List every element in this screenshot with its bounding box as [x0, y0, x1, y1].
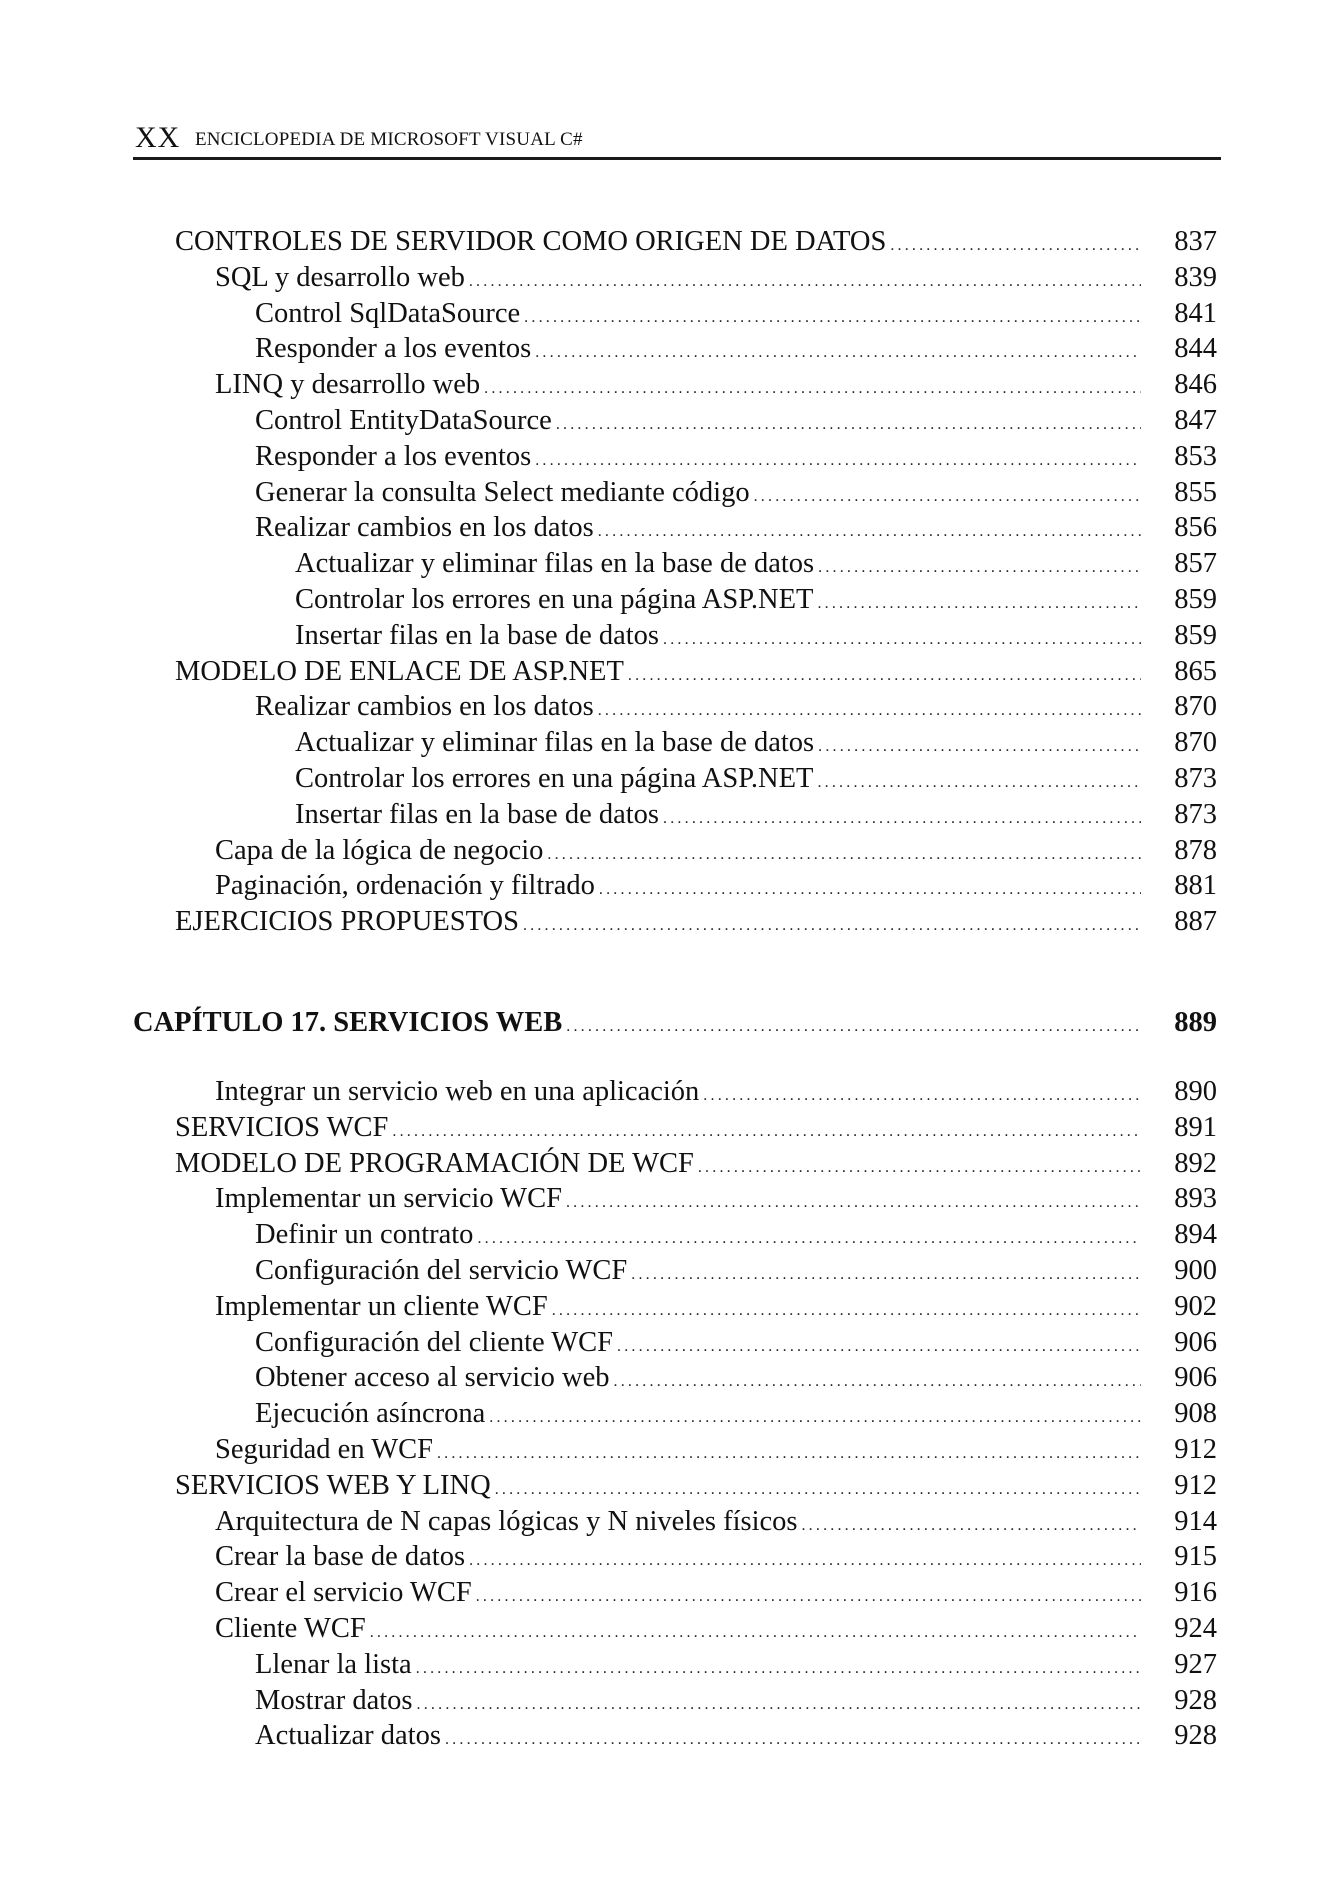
toc-entry-page: 846: [1174, 369, 1217, 401]
dot-leader: [698, 1150, 1141, 1186]
toc-entry: [133, 1074, 1217, 1110]
header-page-number: XX: [135, 121, 181, 154]
toc-entry-page: 906: [1174, 1362, 1217, 1394]
toc-entry: [133, 654, 1217, 690]
toc-entry-title: Generar la consulta Select mediante código: [255, 475, 752, 511]
dot-leader: [614, 1364, 1142, 1400]
toc-section-b: [133, 1074, 1217, 1754]
dot-leader: [552, 1293, 1141, 1329]
toc-entry: [133, 761, 1217, 797]
toc-entry: [133, 1647, 1217, 1683]
dot-leader: [817, 765, 1141, 801]
toc-entry-title: Actualizar y eliminar filas en la base de datos: [295, 725, 816, 761]
toc-entry: [133, 1611, 1217, 1647]
toc-entry-title: EJERCICIOS PROPUESTOS: [175, 904, 521, 940]
dot-leader: [469, 264, 1141, 300]
dot-leader: [818, 729, 1141, 765]
toc-entry: [133, 797, 1217, 833]
toc-entry-page: 906: [1174, 1326, 1217, 1358]
dot-leader: [631, 1257, 1141, 1293]
toc-entry: [133, 331, 1217, 367]
dot-leader: [535, 443, 1141, 479]
toc-entry-page: 856: [1174, 512, 1217, 544]
toc-entry: [133, 1468, 1217, 1504]
toc-entry: [133, 1432, 1217, 1468]
toc-chapter-heading-block: [133, 1005, 1217, 1041]
chapter-title: CAPÍTULO 17. SERVICIOS WEB: [133, 1005, 564, 1041]
toc-entry-title: Configuración del cliente WCF: [255, 1325, 615, 1361]
toc-entry: [133, 1253, 1217, 1289]
toc-entry-page: 915: [1174, 1541, 1217, 1573]
toc-entry-page: 890: [1174, 1076, 1217, 1107]
dot-leader: [628, 658, 1141, 694]
toc-entry-title: Realizar cambios en los datos: [255, 689, 596, 725]
toc-entry-title: SQL y desarrollo web: [215, 260, 467, 296]
toc-entry-title: Implementar un cliente WCF: [215, 1289, 550, 1325]
dot-leader: [617, 1329, 1141, 1365]
toc-entry-page: 892: [1174, 1147, 1217, 1179]
dot-leader: [370, 1615, 1141, 1651]
toc-entry-title: Paginación, ordenación y filtrado: [215, 868, 597, 904]
toc-entry-title: Configuración del servicio WCF: [255, 1253, 629, 1289]
toc-entry-page: 844: [1174, 333, 1217, 365]
toc-entry-page: 870: [1174, 691, 1217, 723]
toc-entry-title: Capa de la lógica de negocio: [215, 833, 545, 869]
dot-leader: [598, 514, 1141, 550]
dot-leader: [598, 693, 1141, 729]
toc-entry-page: 927: [1174, 1648, 1217, 1680]
dot-leader: [489, 1400, 1141, 1436]
toc-entry: [133, 510, 1217, 546]
toc-entry-page: 912: [1174, 1433, 1217, 1465]
toc-entry-page: 924: [1174, 1612, 1217, 1644]
toc-entry-page: 855: [1174, 476, 1217, 508]
toc-entry-title: Insertar filas en la base de datos: [295, 797, 661, 833]
toc-entry-title: Crear el servicio WCF: [215, 1575, 474, 1611]
toc-section-a: [133, 224, 1217, 940]
toc-entry: [133, 367, 1217, 403]
dot-leader: [495, 1472, 1141, 1508]
toc-entry: [133, 1718, 1217, 1754]
dot-leader: [556, 407, 1141, 443]
toc-entry: [133, 403, 1217, 439]
toc-entry-page: 928: [1174, 1720, 1217, 1752]
toc-entry-title: Llenar la lista: [255, 1647, 414, 1683]
toc-entry-title: Mostrar datos: [255, 1683, 415, 1719]
toc-entry-title: Ejecución asíncrona: [255, 1396, 487, 1432]
toc-entry-title: Obtener acceso al servicio web: [255, 1360, 612, 1396]
dot-leader: [547, 837, 1141, 873]
toc-entry-title: SERVICIOS WEB Y LINQ: [175, 1468, 493, 1504]
dot-leader: [663, 622, 1141, 658]
toc-entry: [133, 689, 1217, 725]
toc-entry-title: Integrar un servicio web en una aplicación: [215, 1074, 701, 1110]
toc-entry-title: Definir un contrato: [255, 1217, 475, 1253]
dot-leader: [754, 479, 1141, 515]
dot-leader: [417, 1687, 1141, 1723]
toc-entry: [133, 546, 1217, 582]
toc-entry: [133, 1110, 1217, 1146]
chapter-page: 889: [1174, 1007, 1217, 1038]
toc-entry: [133, 296, 1217, 332]
dot-leader: [599, 872, 1141, 908]
dot-leader: [437, 1436, 1141, 1472]
toc-entry: [133, 725, 1217, 761]
dot-leader: [801, 1508, 1141, 1544]
dot-leader: [703, 1078, 1141, 1114]
dot-leader: [476, 1579, 1141, 1615]
dot-leader: [663, 801, 1141, 837]
toc-entry-page: 891: [1174, 1111, 1217, 1143]
toc-entry-title: Crear la base de datos: [215, 1539, 467, 1575]
toc-entry-page: 841: [1174, 297, 1217, 329]
toc-entry-title: SERVICIOS WCF: [175, 1110, 390, 1146]
toc-entry-page: 847: [1174, 404, 1217, 436]
dot-leader: [392, 1114, 1141, 1150]
dot-leader: [416, 1651, 1141, 1687]
toc-entry-title: Control SqlDataSource: [255, 296, 522, 332]
toc-entry-page: 865: [1174, 655, 1217, 687]
toc-entry: [133, 1217, 1217, 1253]
toc-entry: [133, 1325, 1217, 1361]
dot-leader: [469, 1543, 1141, 1579]
toc-entry: [133, 582, 1217, 618]
toc-entry-title: Responder a los eventos: [255, 331, 533, 367]
dot-leader: [890, 228, 1141, 264]
toc-entry: [133, 1146, 1217, 1182]
toc-entry-page: 916: [1174, 1577, 1217, 1609]
toc-entry-title: MODELO DE PROGRAMACIÓN DE WCF: [175, 1146, 696, 1182]
toc-entry-title: Insertar filas en la base de datos: [295, 618, 661, 654]
toc-entry-page: 870: [1174, 727, 1217, 759]
toc-entry-page: 893: [1174, 1183, 1217, 1215]
dot-leader: [817, 586, 1141, 622]
toc-entry: [133, 439, 1217, 475]
dot-leader: [535, 335, 1141, 371]
toc-entry: [133, 904, 1217, 940]
toc-entry-page: 900: [1174, 1254, 1217, 1286]
dot-leader: [477, 1221, 1141, 1257]
toc-entry: [133, 868, 1217, 904]
toc-entry-title: Actualizar y eliminar filas en la base de datos: [295, 546, 816, 582]
toc-entry-page: 873: [1174, 762, 1217, 794]
toc-entry-page: 857: [1174, 548, 1217, 580]
dot-leader: [818, 550, 1141, 586]
toc-entry-page: 881: [1174, 870, 1217, 902]
toc-entry-page: 912: [1174, 1469, 1217, 1501]
toc-entry-title: Seguridad en WCF: [215, 1432, 435, 1468]
toc-entry-title: Cliente WCF: [215, 1611, 368, 1647]
toc-entry-title: MODELO DE ENLACE DE ASP.NET: [175, 654, 626, 690]
toc-entry-page: 887: [1174, 906, 1217, 938]
dot-leader: [566, 1185, 1141, 1221]
toc-entry-title: Realizar cambios en los datos: [255, 510, 596, 546]
toc-entry: [133, 618, 1217, 654]
toc-entry-page: 837: [1174, 226, 1217, 257]
dot-leader: [524, 300, 1141, 336]
dot-leader: [523, 908, 1141, 944]
toc-entry-title: Controlar los errores en una página ASP.NET: [295, 761, 815, 797]
chapter-entry: [133, 1005, 1217, 1041]
dot-leader: [484, 371, 1141, 407]
toc-entry: [133, 1575, 1217, 1611]
toc-entry: [133, 833, 1217, 869]
toc-entry-title: Control EntityDataSource: [255, 403, 554, 439]
toc-entry: [133, 260, 1217, 296]
toc-entry: [133, 475, 1217, 511]
toc-entry: [133, 1181, 1217, 1217]
toc-entry: [133, 1539, 1217, 1575]
toc-entry-title: Implementar un servicio WCF: [215, 1181, 564, 1217]
toc-entry-page: 902: [1174, 1290, 1217, 1322]
dot-leader: [445, 1722, 1141, 1758]
header-book-title: ENCICLOPEDIA DE MICROSOFT VISUAL C#: [195, 129, 583, 150]
toc-entry-page: 878: [1174, 834, 1217, 866]
toc-entry-title: Controlar los errores en una página ASP.NET: [295, 582, 815, 618]
toc-entry: [133, 1396, 1217, 1432]
toc-entry-page: 894: [1174, 1219, 1217, 1251]
dot-leader: [566, 1009, 1141, 1045]
toc-entry-page: 859: [1174, 619, 1217, 651]
running-header: [133, 121, 1221, 160]
toc-entry: [133, 1360, 1217, 1396]
toc-entry: [133, 224, 1217, 260]
toc-entry-page: 914: [1174, 1505, 1217, 1537]
toc-entry-title: Arquitectura de N capas lógicas y N niveles físicos: [215, 1504, 799, 1540]
toc-entry: [133, 1683, 1217, 1719]
toc-entry-page: 859: [1174, 583, 1217, 615]
toc-entry-title: Responder a los eventos: [255, 439, 533, 475]
toc-entry-page: 839: [1174, 261, 1217, 293]
toc-entry: [133, 1289, 1217, 1325]
toc-entry-title: Actualizar datos: [255, 1718, 443, 1754]
toc-entry-title: CONTROLES DE SERVIDOR COMO ORIGEN DE DATOS: [175, 224, 888, 260]
toc-entry-page: 908: [1174, 1398, 1217, 1430]
toc-entry-title: LINQ y desarrollo web: [215, 367, 482, 403]
toc-entry: [133, 1504, 1217, 1540]
toc-entry-page: 928: [1174, 1684, 1217, 1716]
toc-entry-page: 853: [1174, 440, 1217, 472]
toc-entry-page: 873: [1174, 798, 1217, 830]
